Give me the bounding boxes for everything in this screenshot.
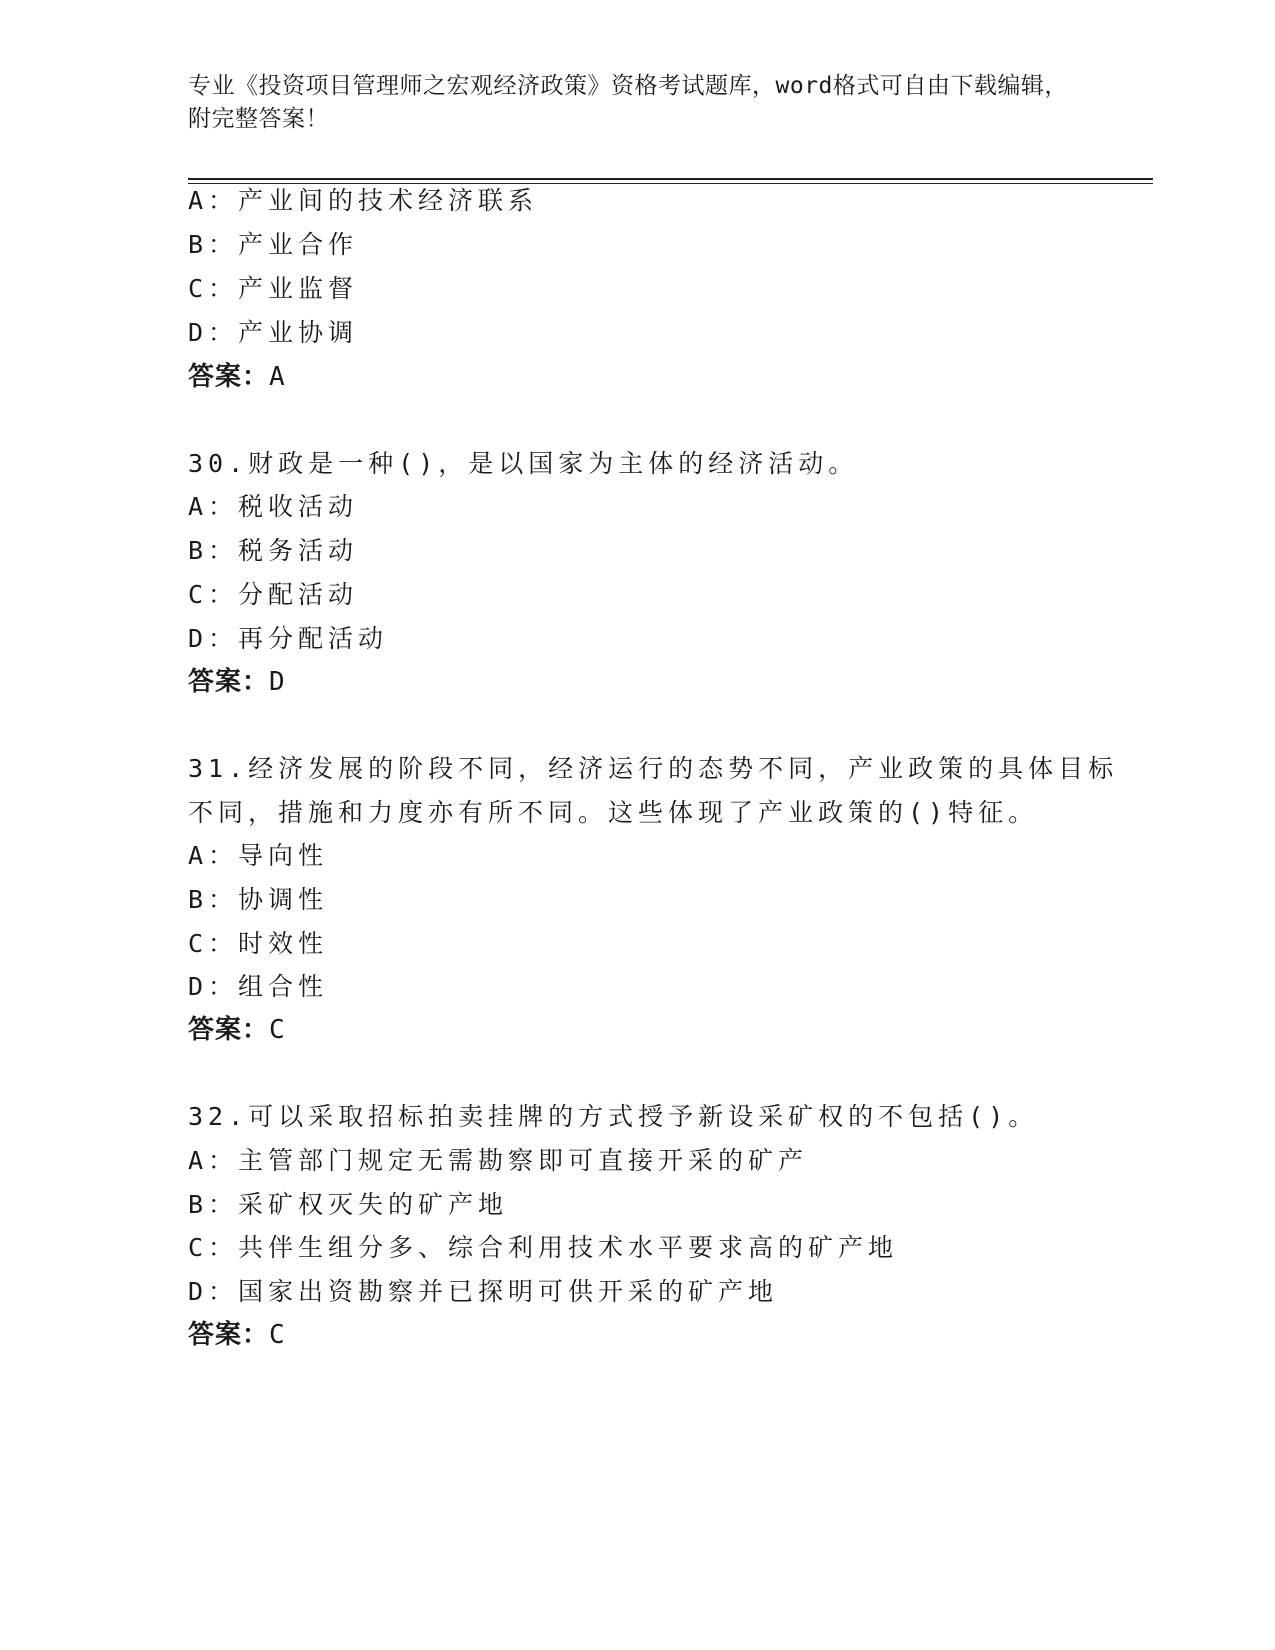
q30-answer <box>188 665 286 699</box>
answer-label: 答案： <box>188 362 270 392</box>
q32-option-a: A：主管部门规定无需勘察即可直接开采的矿产 <box>188 1146 809 1175</box>
q30-option-c: C：分配活动 <box>188 580 359 609</box>
q30-option-a: A：税收活动 <box>188 492 359 521</box>
answer-value: C <box>269 1015 286 1045</box>
q29-option-d: D：产业协调 <box>188 318 359 347</box>
header-rule-thick <box>188 178 1153 180</box>
q29-answer <box>188 360 286 394</box>
q29-option-b: B：产业合作 <box>188 230 359 259</box>
answer-label: 答案： <box>188 667 270 697</box>
q32-question: 32.可以采取招标拍卖挂牌的方式授予新设采矿权的不包括()。 <box>188 1102 1039 1131</box>
q30-option-b: B：税务活动 <box>188 536 359 565</box>
q32-option-c: C：共伴生组分多、综合利用技术水平要求高的矿产地 <box>188 1233 899 1262</box>
q29-option-c: C：产业监督 <box>188 274 359 303</box>
answer-label: 答案： <box>188 1015 270 1045</box>
answer-label: 答案： <box>188 1320 270 1350</box>
q31-option-d: D：组合性 <box>188 972 329 1001</box>
q30-question: 30.财政是一种()，是以国家为主体的经济活动。 <box>188 449 859 478</box>
answer-value: D <box>269 667 286 697</box>
q31-question-line1: 31.经济发展的阶段不同，经济运行的态势不同，产业政策的具体目标 <box>188 754 1119 783</box>
q31-option-b: B：协调性 <box>188 885 329 914</box>
q32-option-d: D：国家出资勘察并已探明可供开采的矿产地 <box>188 1277 779 1306</box>
q32-answer <box>188 1318 286 1352</box>
document-intro: 专业《投资项目管理师之宏观经济政策》资格考试题库，word格式可自由下载编辑，附完整答案！ <box>188 73 1068 132</box>
answer-value: C <box>269 1320 286 1350</box>
q31-option-c: C：时效性 <box>188 929 329 958</box>
q31-option-a: A：导向性 <box>188 841 329 870</box>
q30-option-d: D：再分配活动 <box>188 624 389 653</box>
q31-answer <box>188 1013 286 1047</box>
q29-option-a: A：产业间的技术经济联系 <box>188 186 539 215</box>
answer-value: A <box>269 362 286 392</box>
q31-question-line2: 不同，措施和力度亦有所不同。这些体现了产业政策的()特征。 <box>188 798 1039 827</box>
q32-option-b: B：采矿权灭失的矿产地 <box>188 1190 509 1219</box>
